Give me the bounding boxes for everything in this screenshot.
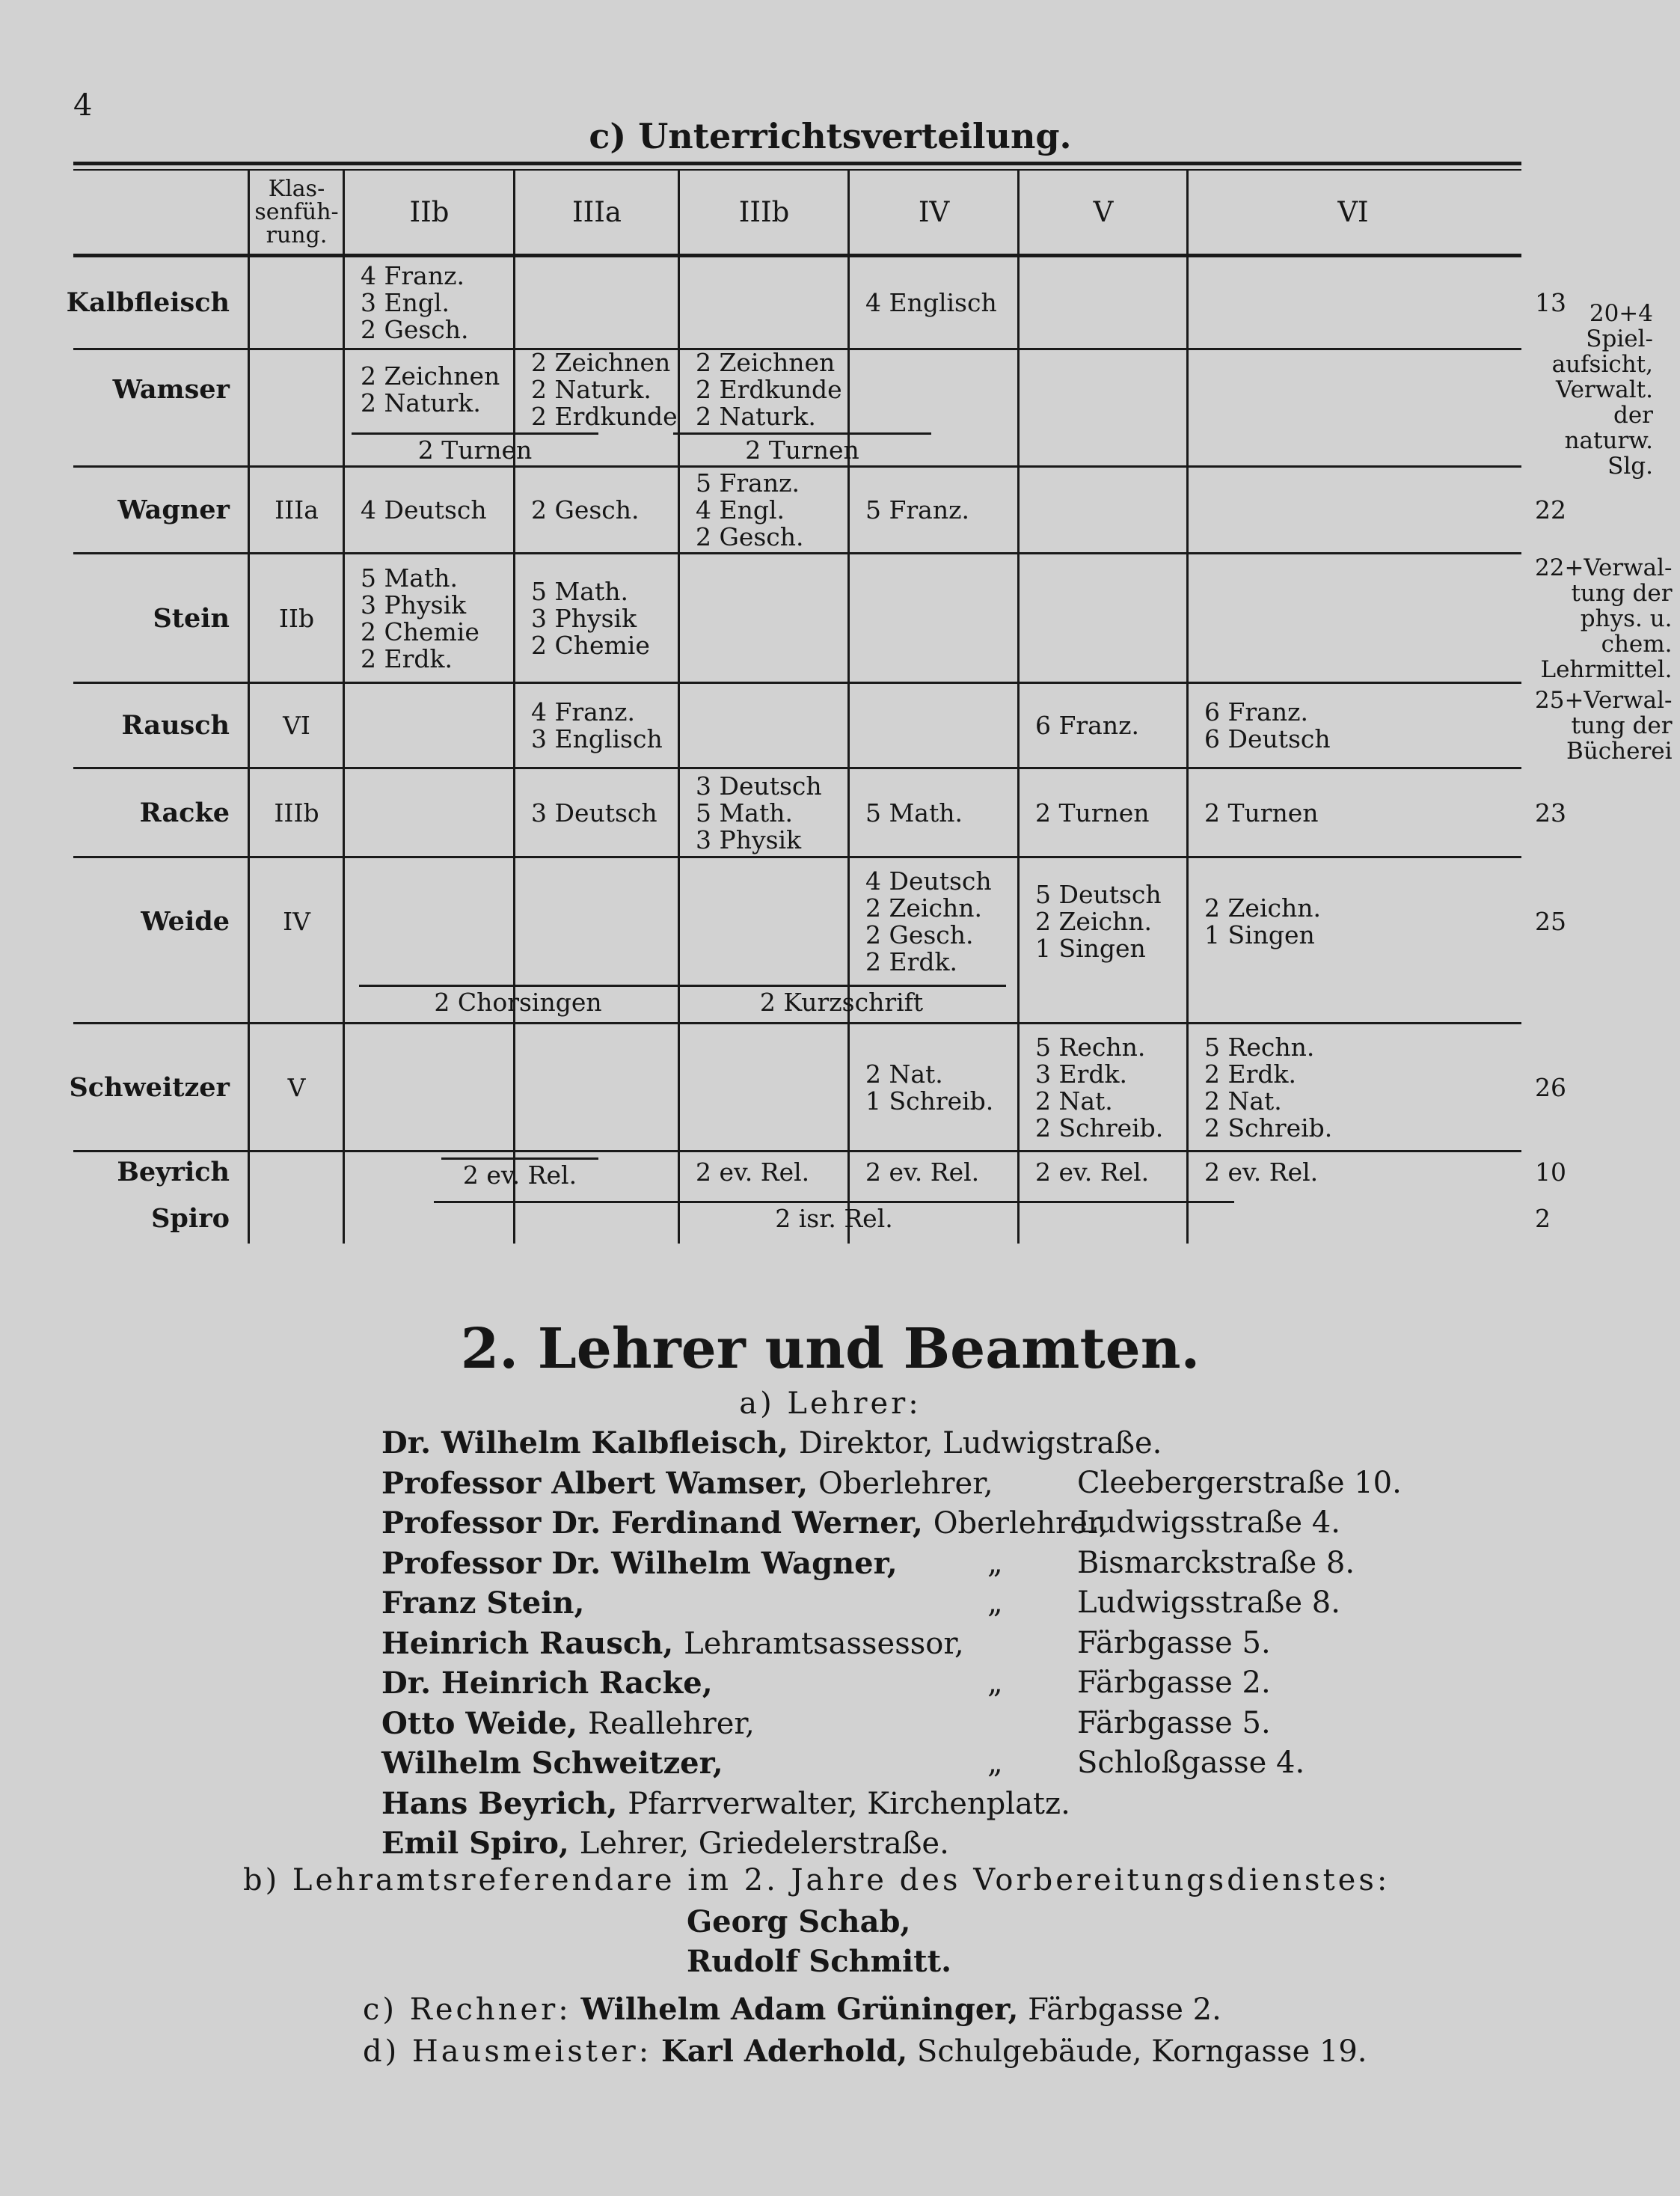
teacher-role: Lehramtsassessor,	[684, 1627, 964, 1661]
cell-line: 2 Gesch.	[865, 920, 974, 949]
cell-line: 2 Turnen	[1035, 798, 1150, 828]
span-rule	[673, 432, 931, 435]
table-cell	[515, 683, 679, 768]
table-cell	[849, 857, 1019, 986]
table-cell	[1518, 857, 1566, 986]
cell-line: Kalbfleisch	[66, 287, 230, 318]
cell-line: 25	[1535, 907, 1566, 936]
subheading-a: a) Lehrer:	[739, 1386, 922, 1421]
teacher-name-cell	[75, 554, 249, 683]
cell-line: 5 Math.	[361, 563, 458, 593]
teacher-entry	[381, 1505, 1108, 1541]
table-cell	[249, 768, 344, 857]
teacher-name: Dr. Wilhelm Kalbfleisch,	[381, 1425, 799, 1461]
cell-line: 25+Verwal-	[1535, 687, 1673, 714]
cell-line: tung der	[1571, 579, 1673, 607]
teacher-name-cell	[75, 1151, 249, 1193]
cell-line: Verwalt. der	[1556, 376, 1653, 429]
teacher-name: Hans Beyrich,	[381, 1786, 628, 1821]
teacher-role: Oberlehrer,	[933, 1506, 1109, 1541]
teacher-address: Bismarckstraße 8.	[1077, 1546, 1355, 1580]
cell-line: 4 Englisch	[865, 288, 997, 317]
table-cell	[1019, 1151, 1188, 1193]
table-cell	[679, 768, 849, 857]
table-cell	[1518, 768, 1566, 857]
teacher-address: Färbgasse 5.	[1077, 1626, 1271, 1660]
cell-line: 3 Physik	[696, 825, 802, 854]
teacher-entry	[381, 1706, 755, 1741]
cell-line: 2 Zeichn.	[1035, 907, 1152, 936]
cell-line: 2 ev. Rel.	[865, 1157, 980, 1187]
teacher-role: Direktor, Ludwigstraße.	[798, 1426, 1162, 1461]
rechner-name: Wilhelm Adam Grüninger,	[580, 1992, 1019, 2027]
cell-line: Wagner	[117, 495, 230, 525]
table-top-rule	[73, 162, 1521, 165]
cell-line: 2 Zeichnen	[361, 361, 500, 391]
cell-line: 2 Erdk.	[1204, 1059, 1296, 1089]
span-rule	[677, 985, 1006, 987]
hausmeister-label: d) Hausmeister:	[363, 2034, 652, 2069]
cell-line: 3 Physik	[531, 603, 637, 633]
cell-line: Wamser	[112, 373, 230, 405]
teacher-name-cell	[75, 683, 249, 768]
cell-line: Racke	[139, 797, 230, 828]
cell-line: 5 Math.	[696, 798, 793, 828]
table-cell	[1019, 768, 1188, 857]
table-cell	[849, 1151, 1019, 1193]
cell-line: 4 Franz.	[531, 697, 635, 727]
table-cell	[679, 1151, 849, 1193]
cell-line: 5 Math.	[865, 798, 963, 828]
cell-line: 3 Erdk.	[1035, 1059, 1127, 1089]
cell-line: 2 Schreib.	[1035, 1113, 1164, 1143]
cell-line: 4 Franz.	[361, 261, 465, 290]
cell-line: 2 Zeichn.	[865, 893, 982, 923]
column-header	[515, 168, 679, 257]
cell-line: Bücherei	[1566, 738, 1673, 765]
cell-line: 2 Gesch.	[696, 522, 804, 551]
cell-line: 5 Deutsch	[1035, 880, 1162, 909]
cell-line: 2 Nat.	[1035, 1086, 1113, 1116]
table-cell	[679, 467, 849, 554]
teacher-name-cell	[66, 257, 249, 349]
cell-line: 4 Deutsch	[361, 495, 487, 524]
cell-line: naturw. Slg.	[1564, 426, 1653, 480]
span-rule	[352, 432, 598, 435]
cell-line: IIIa	[275, 495, 319, 524]
table-cell	[344, 554, 515, 683]
table-cell	[515, 554, 679, 683]
teacher-name-cell	[75, 467, 249, 554]
table-cell	[1019, 683, 1188, 768]
table-cell	[849, 467, 1019, 554]
cell-line: 2 Turnen	[1204, 798, 1319, 828]
table-cell	[849, 257, 1019, 349]
cell-line: 2 Erdkunde	[696, 374, 842, 404]
referendar-2: Rudolf Schmitt.	[687, 1944, 952, 1979]
cell-line: 2 Chemie	[531, 630, 650, 660]
cell-line: VI	[1337, 195, 1369, 228]
teacher-name: Professor Dr. Wilhelm Wagner,	[381, 1546, 898, 1581]
cell-line: 2 Schreib.	[1204, 1113, 1333, 1143]
cell-line: IIIb	[274, 798, 319, 828]
cell-line: phys. u. chem.	[1580, 605, 1673, 658]
teacher-entry	[381, 1746, 1003, 1781]
cell-line: 2 Zeichnen	[696, 347, 836, 377]
table-cell	[1518, 1193, 1551, 1244]
cell-line: 3 Physik	[361, 590, 467, 620]
teacher-role: Pfarrverwalter, Kirchenplatz.	[628, 1787, 1070, 1821]
cell-line: IIb	[278, 603, 315, 633]
teacher-name: Professor Dr. Ferdinand Werner,	[381, 1505, 933, 1541]
page-number: 4	[73, 88, 93, 123]
teacher-role: „	[987, 1666, 1003, 1700]
table-cell	[1518, 1151, 1566, 1193]
cell-line: 2 Naturk.	[531, 374, 652, 404]
cell-line: 5 Franz.	[865, 495, 969, 524]
cell-line: 22+Verwal-	[1535, 554, 1673, 581]
hausmeister-address: Schulgebäude, Korngasse 19.	[916, 2034, 1367, 2069]
cell-line: 1 Singen	[1035, 934, 1146, 963]
teacher-address: Cleebergerstraße 10.	[1077, 1466, 1402, 1500]
table-cell	[249, 1024, 344, 1151]
cell-line: 1 Singen	[1204, 920, 1315, 949]
table-cell	[1188, 1151, 1518, 1193]
teacher-role: Reallehrer,	[587, 1707, 755, 1741]
column-header	[1188, 168, 1518, 257]
cell-line: V	[1093, 195, 1114, 228]
teacher-name: Franz Stein,	[381, 1585, 585, 1621]
table-cell	[1188, 857, 1518, 986]
cell-line: 2 Erdkunde	[531, 401, 678, 431]
table-cell	[249, 683, 344, 768]
cell-line: 4 Deutsch	[865, 866, 992, 896]
table-cell	[849, 1024, 1019, 1151]
teacher-address: Färbgasse 2.	[1077, 1666, 1271, 1700]
teacher-role: Oberlehrer,	[818, 1466, 993, 1501]
column-header	[849, 168, 1019, 257]
table-cell	[249, 857, 344, 986]
cell-line: 1 Schreib.	[865, 1086, 994, 1116]
column-header	[1019, 168, 1188, 257]
page-heading: 2. Lehrer und Beamten.	[460, 1317, 1201, 1381]
table-cell	[1019, 1024, 1188, 1151]
span-rule	[434, 1201, 1234, 1203]
cell-line: IV	[918, 195, 950, 228]
cell-line: IIb	[409, 195, 450, 228]
cell-line: 2 Erdk.	[361, 643, 453, 673]
teacher-address: Schloßgasse 4.	[1077, 1746, 1305, 1780]
cell-line: 2 Zeichn.	[1204, 893, 1321, 923]
cell-line: 2 Gesch.	[361, 315, 469, 344]
teacher-name-cell	[75, 1193, 249, 1244]
table-cell	[344, 257, 515, 349]
cell-line: IV	[283, 907, 310, 936]
cell-line: Stein	[153, 602, 230, 634]
teacher-entry	[381, 1466, 993, 1501]
teacher-name-cell	[69, 1024, 249, 1151]
table-cell	[515, 467, 679, 554]
cell-line: 5 Rechn.	[1035, 1032, 1146, 1062]
cell-line: 2 Gesch.	[531, 495, 640, 524]
teacher-entry	[381, 1626, 964, 1661]
teacher-name-cell	[75, 349, 249, 429]
rechner-line	[363, 1992, 1221, 2027]
cell-line: 2 ev. Rel.	[1204, 1157, 1319, 1187]
cell-line: 20+4 Spiel-	[1586, 299, 1653, 352]
wamser-span-turnen-1: 2 Turnen	[417, 435, 533, 465]
cell-line: Spiro	[151, 1202, 230, 1234]
teacher-address: Ludwigsstraße 8.	[1077, 1585, 1340, 1620]
teacher-entry	[381, 1666, 1003, 1701]
teacher-name-cell	[75, 768, 249, 857]
cell-line: 6 Franz.	[1035, 711, 1139, 740]
spiro-span-rel: 2 isr. Rel.	[775, 1204, 893, 1233]
table-cell	[1518, 467, 1566, 554]
table-cell	[249, 467, 344, 554]
cell-line: Beyrich	[117, 1157, 230, 1187]
teacher-name: Heinrich Rausch,	[381, 1626, 684, 1661]
cell-line: 2 Nat.	[865, 1059, 943, 1089]
teacher-role: „	[987, 1585, 1003, 1620]
cell-line: 3 Deutsch	[696, 771, 822, 801]
cell-line: 13	[1535, 288, 1566, 317]
table-cell	[849, 768, 1019, 857]
teacher-name: Wilhelm Schweitzer,	[381, 1746, 723, 1781]
cell-line: V	[287, 1072, 306, 1102]
cell-line: senfüh-	[254, 199, 339, 225]
column-header	[249, 168, 344, 257]
teacher-role: Lehrer, Griedelerstraße.	[579, 1826, 949, 1861]
cell-line: 3 Englisch	[531, 724, 663, 753]
referendar-1: Georg Schab,	[687, 1904, 911, 1939]
table-cell	[1518, 683, 1680, 768]
table-cell	[1518, 554, 1680, 683]
cell-line: 2 Chemie	[361, 617, 479, 646]
table-cell	[249, 554, 344, 683]
cell-line: 10	[1535, 1157, 1566, 1187]
table-cell	[1188, 768, 1518, 857]
subheading-b: b) Lehramtsreferendare im 2. Jahre des Vorbereitungsdienstes:	[243, 1863, 1391, 1897]
hausmeister-line	[363, 2034, 1367, 2069]
wamser-span-turnen-2: 2 Turnen	[745, 435, 859, 465]
beyrich-span-rel: 2 ev. Rel.	[462, 1160, 577, 1190]
cell-line: Lehrmittel.	[1540, 655, 1673, 683]
weide-span-kurzschrift: 2 Kurzschrift	[759, 988, 924, 1017]
teacher-address: Färbgasse 5.	[1077, 1706, 1271, 1740]
cell-line: 5 Rechn.	[1204, 1032, 1315, 1062]
cell-line: 2 Naturk.	[361, 388, 481, 418]
table-cell	[515, 768, 679, 857]
table-cell	[1188, 1024, 1518, 1151]
cell-line: IIIb	[738, 195, 790, 228]
teacher-name: Dr. Heinrich Racke,	[381, 1666, 713, 1701]
teacher-address: Ludwigsstraße 4.	[1077, 1505, 1340, 1540]
teacher-entry	[381, 1786, 1070, 1821]
span-rule	[359, 985, 677, 987]
teacher-name-cell	[75, 857, 249, 986]
cell-line: 5 Franz.	[696, 468, 800, 498]
table-cell	[679, 349, 849, 429]
cell-line: 5 Math.	[531, 576, 628, 606]
cell-line: 6 Franz.	[1204, 697, 1308, 727]
table-cell	[515, 349, 679, 429]
teacher-entry	[381, 1585, 1003, 1621]
cell-line: Rausch	[121, 710, 230, 741]
teacher-entry	[381, 1425, 1162, 1461]
teacher-entry	[381, 1826, 949, 1861]
cell-line: rung.	[266, 222, 328, 248]
cell-line: 6 Deutsch	[1204, 724, 1331, 753]
cell-line: tung der	[1571, 712, 1673, 739]
teacher-name: Professor Albert Wamser,	[381, 1466, 819, 1501]
cell-line: 3 Engl.	[361, 288, 450, 317]
hausmeister-name: Karl Aderhold,	[660, 2034, 908, 2069]
weide-span-chorsingen: 2 Chorsingen	[434, 988, 602, 1017]
cell-line: 2 ev. Rel.	[1035, 1157, 1150, 1187]
cell-line: Klas-	[268, 176, 325, 202]
cell-line: 23	[1535, 798, 1566, 828]
teacher-role: „	[987, 1546, 1003, 1580]
cell-line: 2 ev. Rel.	[696, 1157, 810, 1187]
cell-line: Weide	[141, 906, 230, 937]
cell-line: 2 Zeichnen	[531, 347, 671, 377]
cell-line: 2 Naturk.	[696, 401, 816, 431]
cell-line: Schweitzer	[69, 1071, 230, 1103]
cell-line: 2 Erdk.	[865, 947, 957, 976]
cell-line: 22	[1535, 495, 1566, 524]
table-cell	[344, 349, 515, 429]
cell-line: 2	[1535, 1203, 1551, 1233]
column-header	[679, 168, 849, 257]
table-cell	[1188, 683, 1518, 768]
column-header	[344, 168, 515, 257]
teacher-role: „	[987, 1746, 1003, 1780]
table-cell	[1019, 857, 1188, 986]
cell-line: 2 Nat.	[1204, 1086, 1282, 1116]
section-title: c) Unterrichtsverteilung.	[589, 116, 1072, 156]
span-rule	[441, 1157, 598, 1160]
teacher-name: Emil Spiro,	[381, 1826, 580, 1861]
table-cell	[344, 467, 515, 554]
teacher-name: Otto Weide,	[381, 1706, 588, 1741]
table-cell	[1518, 1024, 1566, 1151]
cell-line: IIIa	[572, 195, 622, 228]
teacher-entry	[381, 1546, 1003, 1581]
cell-line: 3 Deutsch	[531, 798, 657, 828]
rechner-label: c) Rechner:	[363, 1992, 571, 2027]
cell-line: 4 Engl.	[696, 495, 785, 524]
cell-line: VI	[283, 711, 310, 740]
cell-line: 26	[1535, 1072, 1566, 1102]
rechner-address: Färbgasse 2.	[1028, 1992, 1221, 2027]
cell-line: aufsicht,	[1551, 350, 1653, 378]
